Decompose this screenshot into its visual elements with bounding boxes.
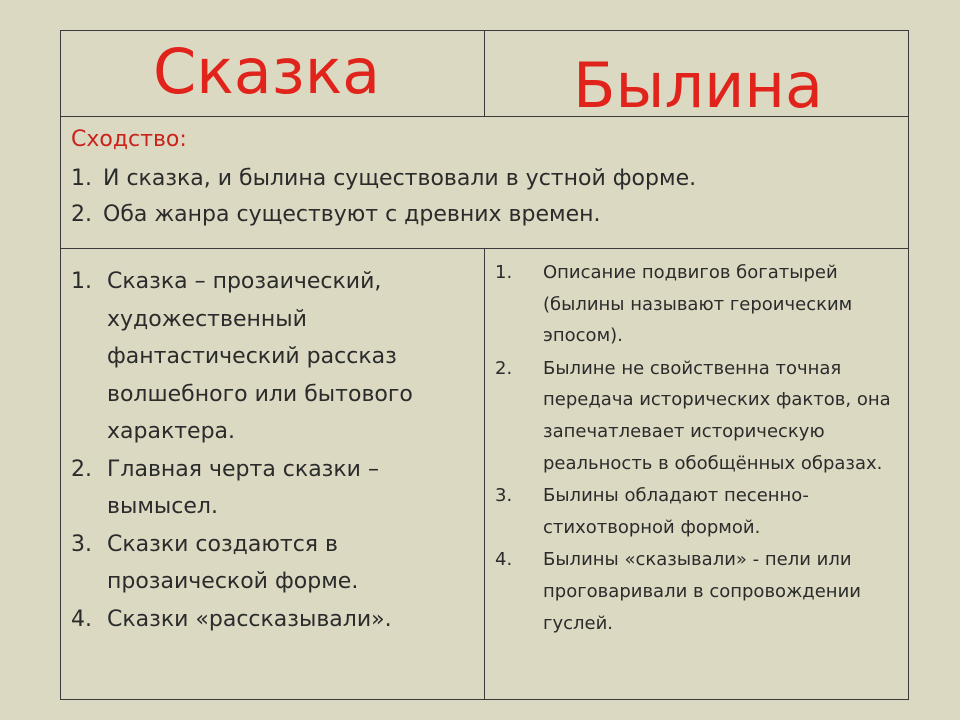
- list-item: 2. Былине не свойственна точная передача исторических фактов, она запечатлевает историческую реальность в обобщённых образах.: [495, 357, 891, 474]
- header-skazka: Сказка: [153, 35, 381, 108]
- list-item: 1. И сказка, и былина существовали в устной форме.: [71, 166, 697, 191]
- skazka-features-list: [71, 263, 481, 638]
- header-cell-bylina: [485, 31, 908, 122]
- header-cell-skazka: [61, 31, 485, 117]
- bylina-features-list: [495, 257, 907, 640]
- similarity-cell: [61, 117, 908, 249]
- header-bylina: Былина: [573, 49, 823, 122]
- list-item: 2. Главная черта сказки – вымысел.: [71, 456, 379, 519]
- list-item: 4. Былины «сказывали» - пели или проговаривали в сопровождении гуслей.: [495, 549, 861, 634]
- list-item: 1. Описание подвигов богатырей (былины называют героическим эпосом).: [495, 262, 853, 347]
- list-item: 4. Сказки «рассказывали».: [71, 606, 392, 632]
- comparison-table: [60, 30, 909, 700]
- list-item: 3. Былины обладают песенно-стихотворной формой.: [495, 485, 809, 538]
- similarity-list: [71, 161, 696, 233]
- list-item: 3. Сказки создаются в прозаической форме.: [71, 531, 359, 594]
- list-item: 1. Сказка – прозаический, художественный фантастический рассказ волшебного или бытового характера.: [71, 269, 413, 444]
- skazka-features-cell: [61, 249, 485, 699]
- list-item: 2. Оба жанра существуют с древних времен.: [71, 202, 601, 227]
- similarity-label: Сходство:: [71, 127, 187, 152]
- bylina-features-cell: [485, 249, 908, 699]
